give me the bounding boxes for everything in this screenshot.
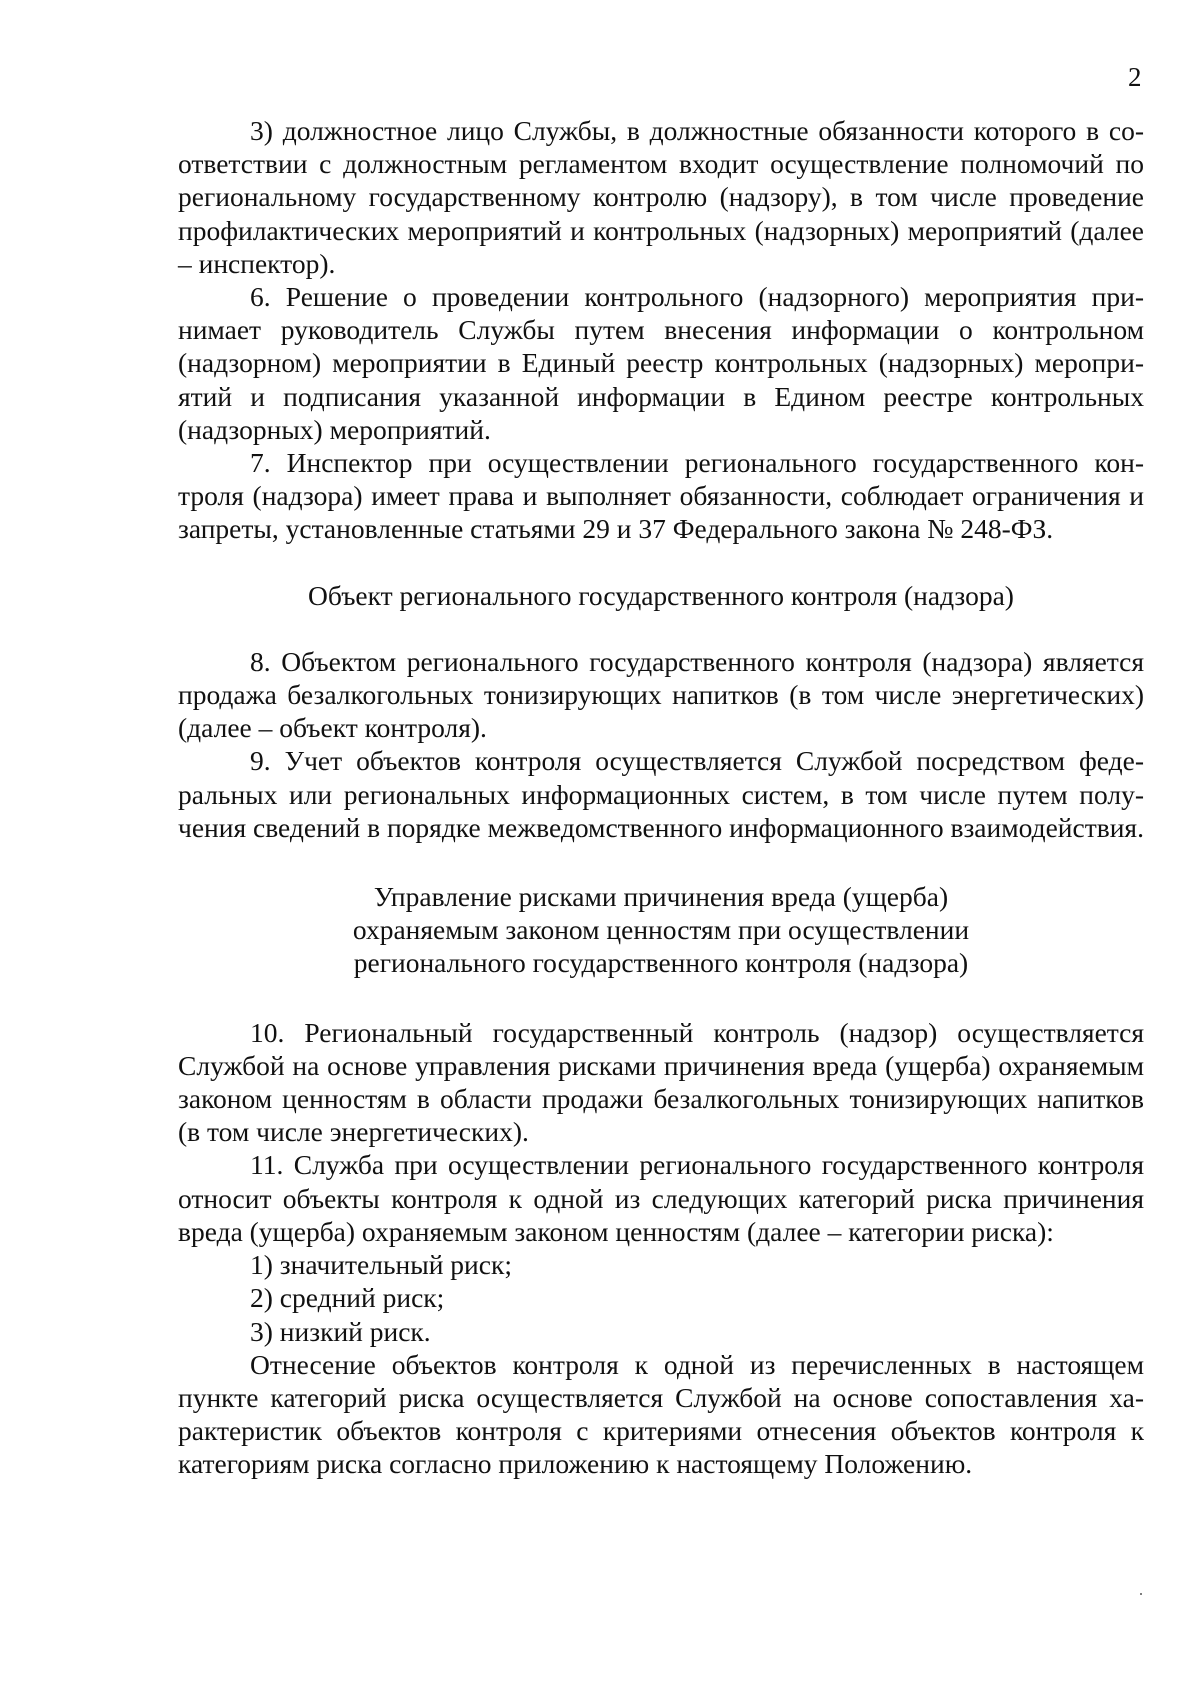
section-heading-object: Объект регионального государственного контроля (надзора) bbox=[308, 579, 1014, 611]
paragraph-9: 9. Учет объектов контроля осуществляется Службой посредством федеральных или региональных информационных систем, в том числе путем получения сведений в порядке межведомственного информационного взаимодействия. bbox=[178, 745, 1144, 843]
risk-category-item: 2) средний риск; bbox=[250, 1282, 445, 1314]
paragraph-6: 6. Решение о проведении контрольного (надзорного) мероприятия принимает руководитель Службы путем внесения информации о контрольном (надзорном) мероприятии в Единый реестр контрольных (надзорных) мероприятий и подписания указанной информации в Едином реестре контрольных (надзорных) мероприятий. bbox=[178, 281, 1144, 445]
document-body bbox=[178, 114, 1144, 1481]
risk-category-item: 3) низкий риск. bbox=[250, 1315, 431, 1347]
section-heading-risk-line: регионального государственного контроля (надзора) bbox=[353, 947, 969, 979]
paragraph-7: 7. Инспектор при осуществлении регионального государственного контроля (надзора) имеет права и выполняет обязанности, соблюдает ограничения и запреты, установленные статьями 29 и 37 Федерального закона № 248-ФЗ. bbox=[178, 447, 1144, 545]
paragraph-5-3: 3) должностное лицо Службы, в должностные обязанности которого в соответствии с должностным регламентом входит осуществление полномочий по региональному государственному контролю (надзору), в том числе проведение профилактических мероприятий и контрольных (надзорных) мероприятий (далее – инспектор). bbox=[178, 115, 1144, 279]
paragraph-11: 11. Служба при осуществлении регионального государственного контроля относит объекты контроля к одной из следующих категорий риска причинения вреда (ущерба) охраняемым законом ценностям (далее – категории риска): bbox=[178, 1149, 1144, 1247]
scan-speck bbox=[1140, 1593, 1142, 1595]
risk-category-item: 1) значительный риск; bbox=[250, 1249, 512, 1281]
paragraph-risk-assignment: Отнесение объектов контроля к одной из перечисленных в настоящем пункте категорий риска осуществляется Службой на основе сопоставления характеристик объектов контроля с критериями отнесения объектов контроля к категориям риска согласно приложению к настоящему Положению. bbox=[178, 1348, 1144, 1480]
section-heading-risk bbox=[178, 880, 1144, 980]
page-number: 2 bbox=[1128, 62, 1142, 92]
section-heading-risk-line: охраняемым законом ценностям при осуществлении bbox=[352, 914, 970, 946]
paragraph-10: 10. Региональный государственный контроль (надзор) осуществляется Службой на основе управления рисками причинения вреда (ущерба) охраняемым законом ценностям в области продажи безалкогольных тонизирующих напитков (в том числе энергетических). bbox=[178, 1016, 1144, 1148]
section-heading-risk-line: Управление рисками причинения вреда (ущерба) bbox=[373, 881, 949, 913]
paragraph-8: 8. Объектом регионального государственного контроля (надзора) является продажа безалкогольных тонизирующих напитков (в том числе энергетических) (далее – объект контроля). bbox=[178, 645, 1144, 744]
